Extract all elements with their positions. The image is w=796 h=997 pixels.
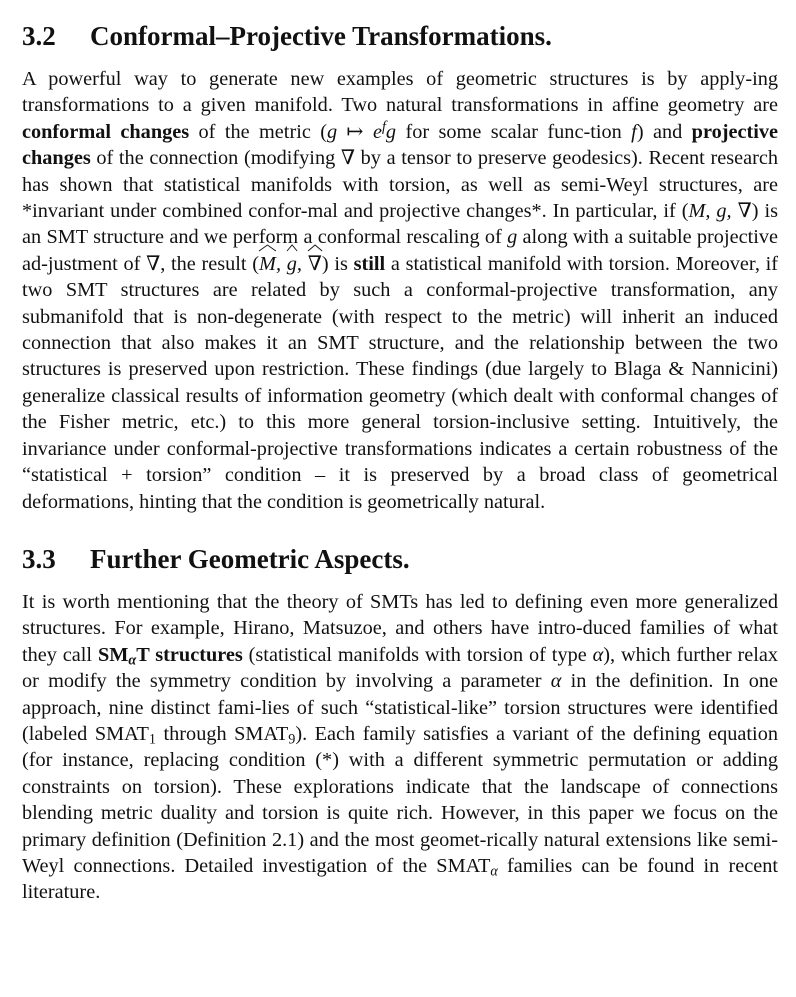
section-3-2 (22, 18, 778, 515)
text-run: (statistical manifolds with torsion of type (242, 643, 593, 666)
math: g ↦ e (327, 120, 382, 143)
subscript: 9 (288, 731, 296, 748)
text-run: of the connection (modifying ∇ by a tensor to preserve geodesics). Recent research has shown that statistical manifolds with torsion, as well as semi-Weyl structures, are *invariant under combined confor-mal and projective changes*. In particular, if ( (22, 147, 778, 223)
subscript: 1 (148, 731, 157, 748)
section-number: 3.2 (22, 21, 56, 51)
math: , (275, 252, 287, 275)
text-run: families can be found in recent literature. (22, 854, 778, 904)
text-run: ). Each family satisfies a variant of the defining equation (for instance, replacing condition (*) with a different symmetric permutation or adding constraints on torsion). These explorations indicate that the landscape of connections blending metric duality and torsion is quite rich. However, in this paper we focus on the primary definition (Definition 2.1) and the most geomet-rically natural extensions like semi-Weyl connections. Detailed investigation of the SMAT (22, 722, 778, 877)
text-run: along with a suitable projective ad-justment of ∇, the result ( (22, 226, 778, 275)
math: f (631, 120, 637, 143)
math: g (286, 252, 297, 275)
text-run: ) is (321, 252, 354, 275)
bold-term (97, 643, 243, 669)
section-heading (22, 18, 778, 54)
section-heading (22, 541, 778, 577)
text-run: a statistical manifold with torsion. Moreover, if two SMT structures are related by such a conformal-projective transformation, any submanifold that is non-degenerate (with respect to the metric) will inherit an induced connection that also makes it an SMT structure, and the relationship between the two structures is preserved upon restriction. These findings (due largely to Blaga & Nannicini) generalize classical results of information geometry (which dealt with conformal changes of the Fisher metric, etc.) to this more general torsion-inclusive setting. Intuitively, the invariance under conformal-projective transformations indicates a certain robustness of the “statistical + torsion” condition – it is preserved by a broad class of geometrical deformations, hinting that the condition is geometrically natural. (22, 252, 779, 513)
text-run: A powerful way to generate new examples of geometric structures is by apply-ing transformations to a given manifold. Two natural transformations in affine geometry are (22, 68, 778, 117)
math-subscript: α (128, 652, 137, 669)
bold-term: conformal changes (22, 120, 190, 143)
math-superscript: f (381, 118, 386, 135)
paragraph (22, 66, 778, 515)
text-run: ) is an SMT structure and we perform a conformal rescaling of (22, 200, 778, 249)
text-run: through SMAT (156, 722, 289, 745)
paragraph (22, 589, 778, 906)
widehat-math (308, 251, 322, 277)
section-title: Further Geometric Aspects. (90, 543, 410, 574)
section-number: 3.3 (22, 543, 56, 574)
bold-term: projective changes (22, 120, 779, 170)
text-run: for some scalar func-tion (396, 120, 632, 143)
text-run: in the definition. In one approach, nine distinct fami-lies of such “statistical-like” torsion structures were identified (labeled SMAT (22, 670, 778, 745)
widehat-math (287, 251, 297, 277)
math: g (385, 120, 397, 143)
text-run: ) and (636, 120, 692, 143)
math: , (296, 252, 308, 275)
math: g (507, 226, 518, 249)
section-3-3 (22, 541, 778, 906)
math: α (550, 670, 562, 693)
text-run: It is worth mentioning that the theory of SMTs has led to defining even more generalized structures. For example, Hirano, Matsuzoe, and others have intro-duced families of what they call (22, 590, 778, 666)
page (22, 18, 778, 906)
math: α (592, 643, 604, 666)
bold-term-part: T structures (136, 643, 243, 666)
section-gap (22, 515, 778, 541)
math: ∇ (307, 252, 322, 275)
text-run: ), which further relax or modify the symmetry condition by involving a parameter (22, 643, 779, 693)
bold-term: still (353, 252, 386, 275)
widehat-math (259, 251, 276, 277)
math: M, g, ∇ (688, 200, 752, 223)
math: M (259, 252, 276, 275)
math-subscript: α (490, 863, 498, 880)
section-title: Conformal–Projective Transformations. (90, 21, 552, 51)
text-run: of the metric ( (189, 120, 327, 143)
bold-term-part: SM (97, 643, 129, 666)
